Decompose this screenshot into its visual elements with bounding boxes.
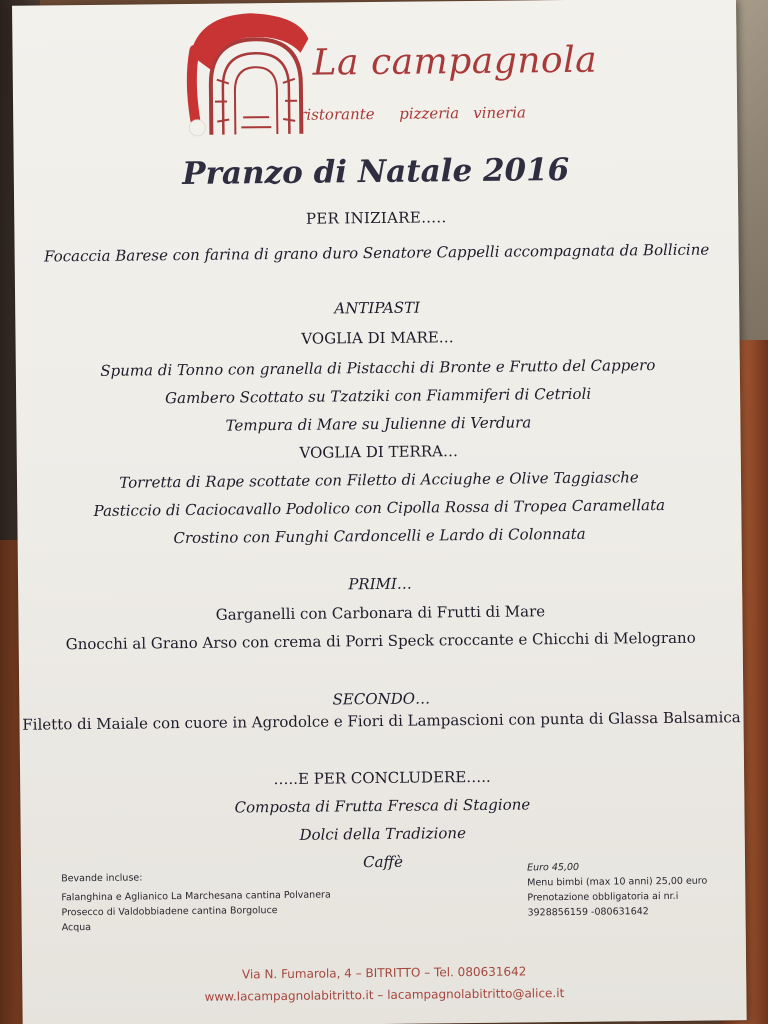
drinks-item: Prosecco di Valdobbiadene cantina Borgoluce bbox=[61, 905, 278, 919]
price-kids: Menu bimbi (max 10 anni) 25,00 euro bbox=[527, 875, 708, 889]
menu-item: Gambero Scottato su Tzatziki con Fiammiferi di Cetrioli bbox=[165, 384, 592, 408]
menu-item: Tempura di Mare su Julienne di Verdura bbox=[225, 413, 532, 435]
drinks-block bbox=[61, 869, 331, 936]
menu-sheet bbox=[12, 0, 747, 1024]
menu-item: Dolci della Tradizione bbox=[299, 824, 467, 844]
reservation-phones: 3928856159 -080631642 bbox=[527, 906, 649, 919]
price-adult: Euro 45,00 bbox=[527, 861, 580, 874]
menu-item: Torretta di Rape scottate con Filetto di Acciughe e Olive Taggiasche bbox=[119, 468, 639, 492]
section-heading-antipasti: ANTIPASTI bbox=[334, 298, 421, 318]
menu-item: Caffè bbox=[362, 852, 404, 872]
section-heading-start: PER INIZIARE….. bbox=[305, 208, 447, 228]
brand-sub-pizzeria: pizzeria bbox=[399, 104, 460, 123]
section-heading-concludere: …..E PER CONCLUDERE….. bbox=[273, 767, 491, 789]
drinks-heading: Bevande incluse: bbox=[61, 872, 143, 885]
reservation-note: Prenotazione obbligatoria ai nr.i bbox=[527, 890, 679, 904]
subheading-terra: VOGLIA DI TERRA… bbox=[299, 442, 459, 462]
brand-sub-ristorante: ristorante bbox=[299, 105, 375, 124]
footer-address: Via N. Fumarola, 4 – BITRITTO – Tel. 080631642 bbox=[241, 964, 527, 982]
brand-sub-vineria: vineria bbox=[473, 103, 526, 122]
menu-item: Crostino con Funghi Cardoncelli e Lardo di Colonnata bbox=[173, 524, 586, 548]
menu-item: Composta di Frutta Fresca di Stagione bbox=[234, 795, 531, 817]
menu-item: Focaccia Barese con farina di grano duro Senatore Cappelli accompagnata da Bollicine bbox=[43, 240, 710, 266]
brand-name: La campagnola bbox=[312, 39, 598, 84]
section-heading-secondo: SECONDO… bbox=[332, 689, 431, 709]
drinks-item: Acqua bbox=[61, 922, 92, 934]
menu-item: Garganelli con Carbonara di Frutti di Mare bbox=[215, 602, 546, 624]
drinks-item: Falanghina e Aglianico La Marchesana cantina Polvanera bbox=[61, 889, 331, 904]
menu-title: Pranzo di Natale 2016 bbox=[182, 151, 570, 193]
menu-item: Pasticcio di Caciocavallo Podolico con Cipolla Rossa di Tropea Caramellata bbox=[93, 495, 666, 520]
footer-contacts: www.lacampagnolabitritto.it – lacampagnolabitritto@alice.it bbox=[204, 986, 565, 1004]
menu-item: Spuma di Tonno con granella di Pistacchi di Bronte e Frutto del Cappero bbox=[100, 356, 656, 380]
section-heading-primi: PRIMI… bbox=[348, 574, 412, 594]
prices-block bbox=[527, 859, 708, 921]
menu-item: Filetto di Maiale con cuore in Agrodolce e Fiori di Lampascioni con punta di Glassa Balsamica bbox=[22, 708, 741, 734]
menu-item: Gnocchi al Grano Arso con crema di Porri Speck croccante e Chicchi di Melograno bbox=[65, 628, 696, 654]
subheading-mare: VOGLIA DI MARE… bbox=[301, 328, 454, 348]
